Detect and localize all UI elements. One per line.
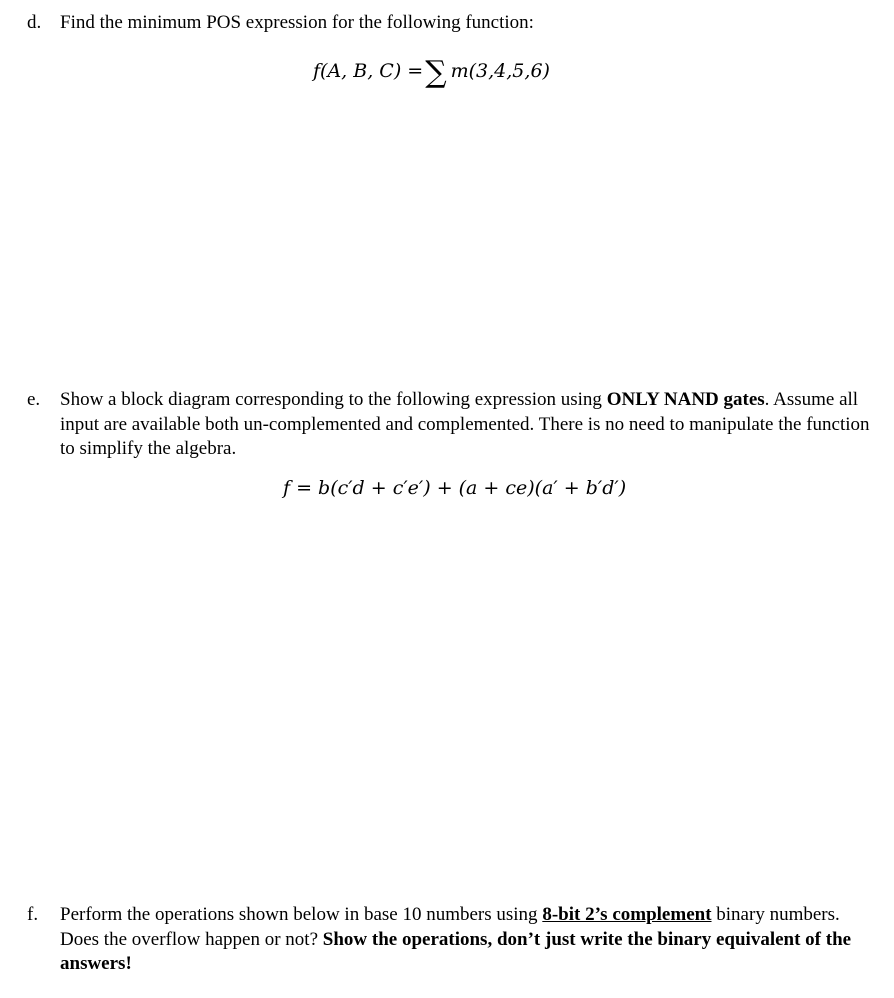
question-d-equation (313, 55, 550, 90)
question-e-emphasis: ONLY NAND gates (606, 389, 765, 410)
question-e-marker: e. (27, 389, 41, 410)
question-e-equation (283, 475, 626, 501)
question-f-marker: f. (27, 904, 39, 925)
equation-d-lhs: f(A, B, C) = (313, 60, 424, 82)
question-e-text-part2: . Assume all input are available both un-complemented and complemented. There is no need to manipulate the function to simplify the algebra. (60, 389, 870, 459)
summation-symbol: ∑ (425, 55, 447, 90)
question-f-text-part2: binary numbers. Does the overflow happen or not? (60, 904, 840, 950)
question-f-text-part1: Perform the operations shown below in base 10 numbers using (60, 904, 543, 925)
equation-e: f = b(c′d + c′e′) + (a + ce)(a′ + b′d′) (283, 477, 627, 499)
question-f-text (60, 903, 870, 977)
question-d-marker: d. (27, 12, 42, 33)
question-e-text (60, 388, 870, 462)
question-f-emphasis: Show the operations, don’t just write the binary equivalent of the answers! (60, 928, 852, 974)
question-e-text-part1: Show a block diagram corresponding to the following expression using (60, 389, 607, 410)
equation-d-rhs: m(3,4,5,6) (450, 60, 550, 82)
question-d-text: Find the minimum POS expression for the following function: (60, 12, 534, 33)
question-f-emphasis-underlined: 8-bit 2’s complement (542, 904, 712, 925)
